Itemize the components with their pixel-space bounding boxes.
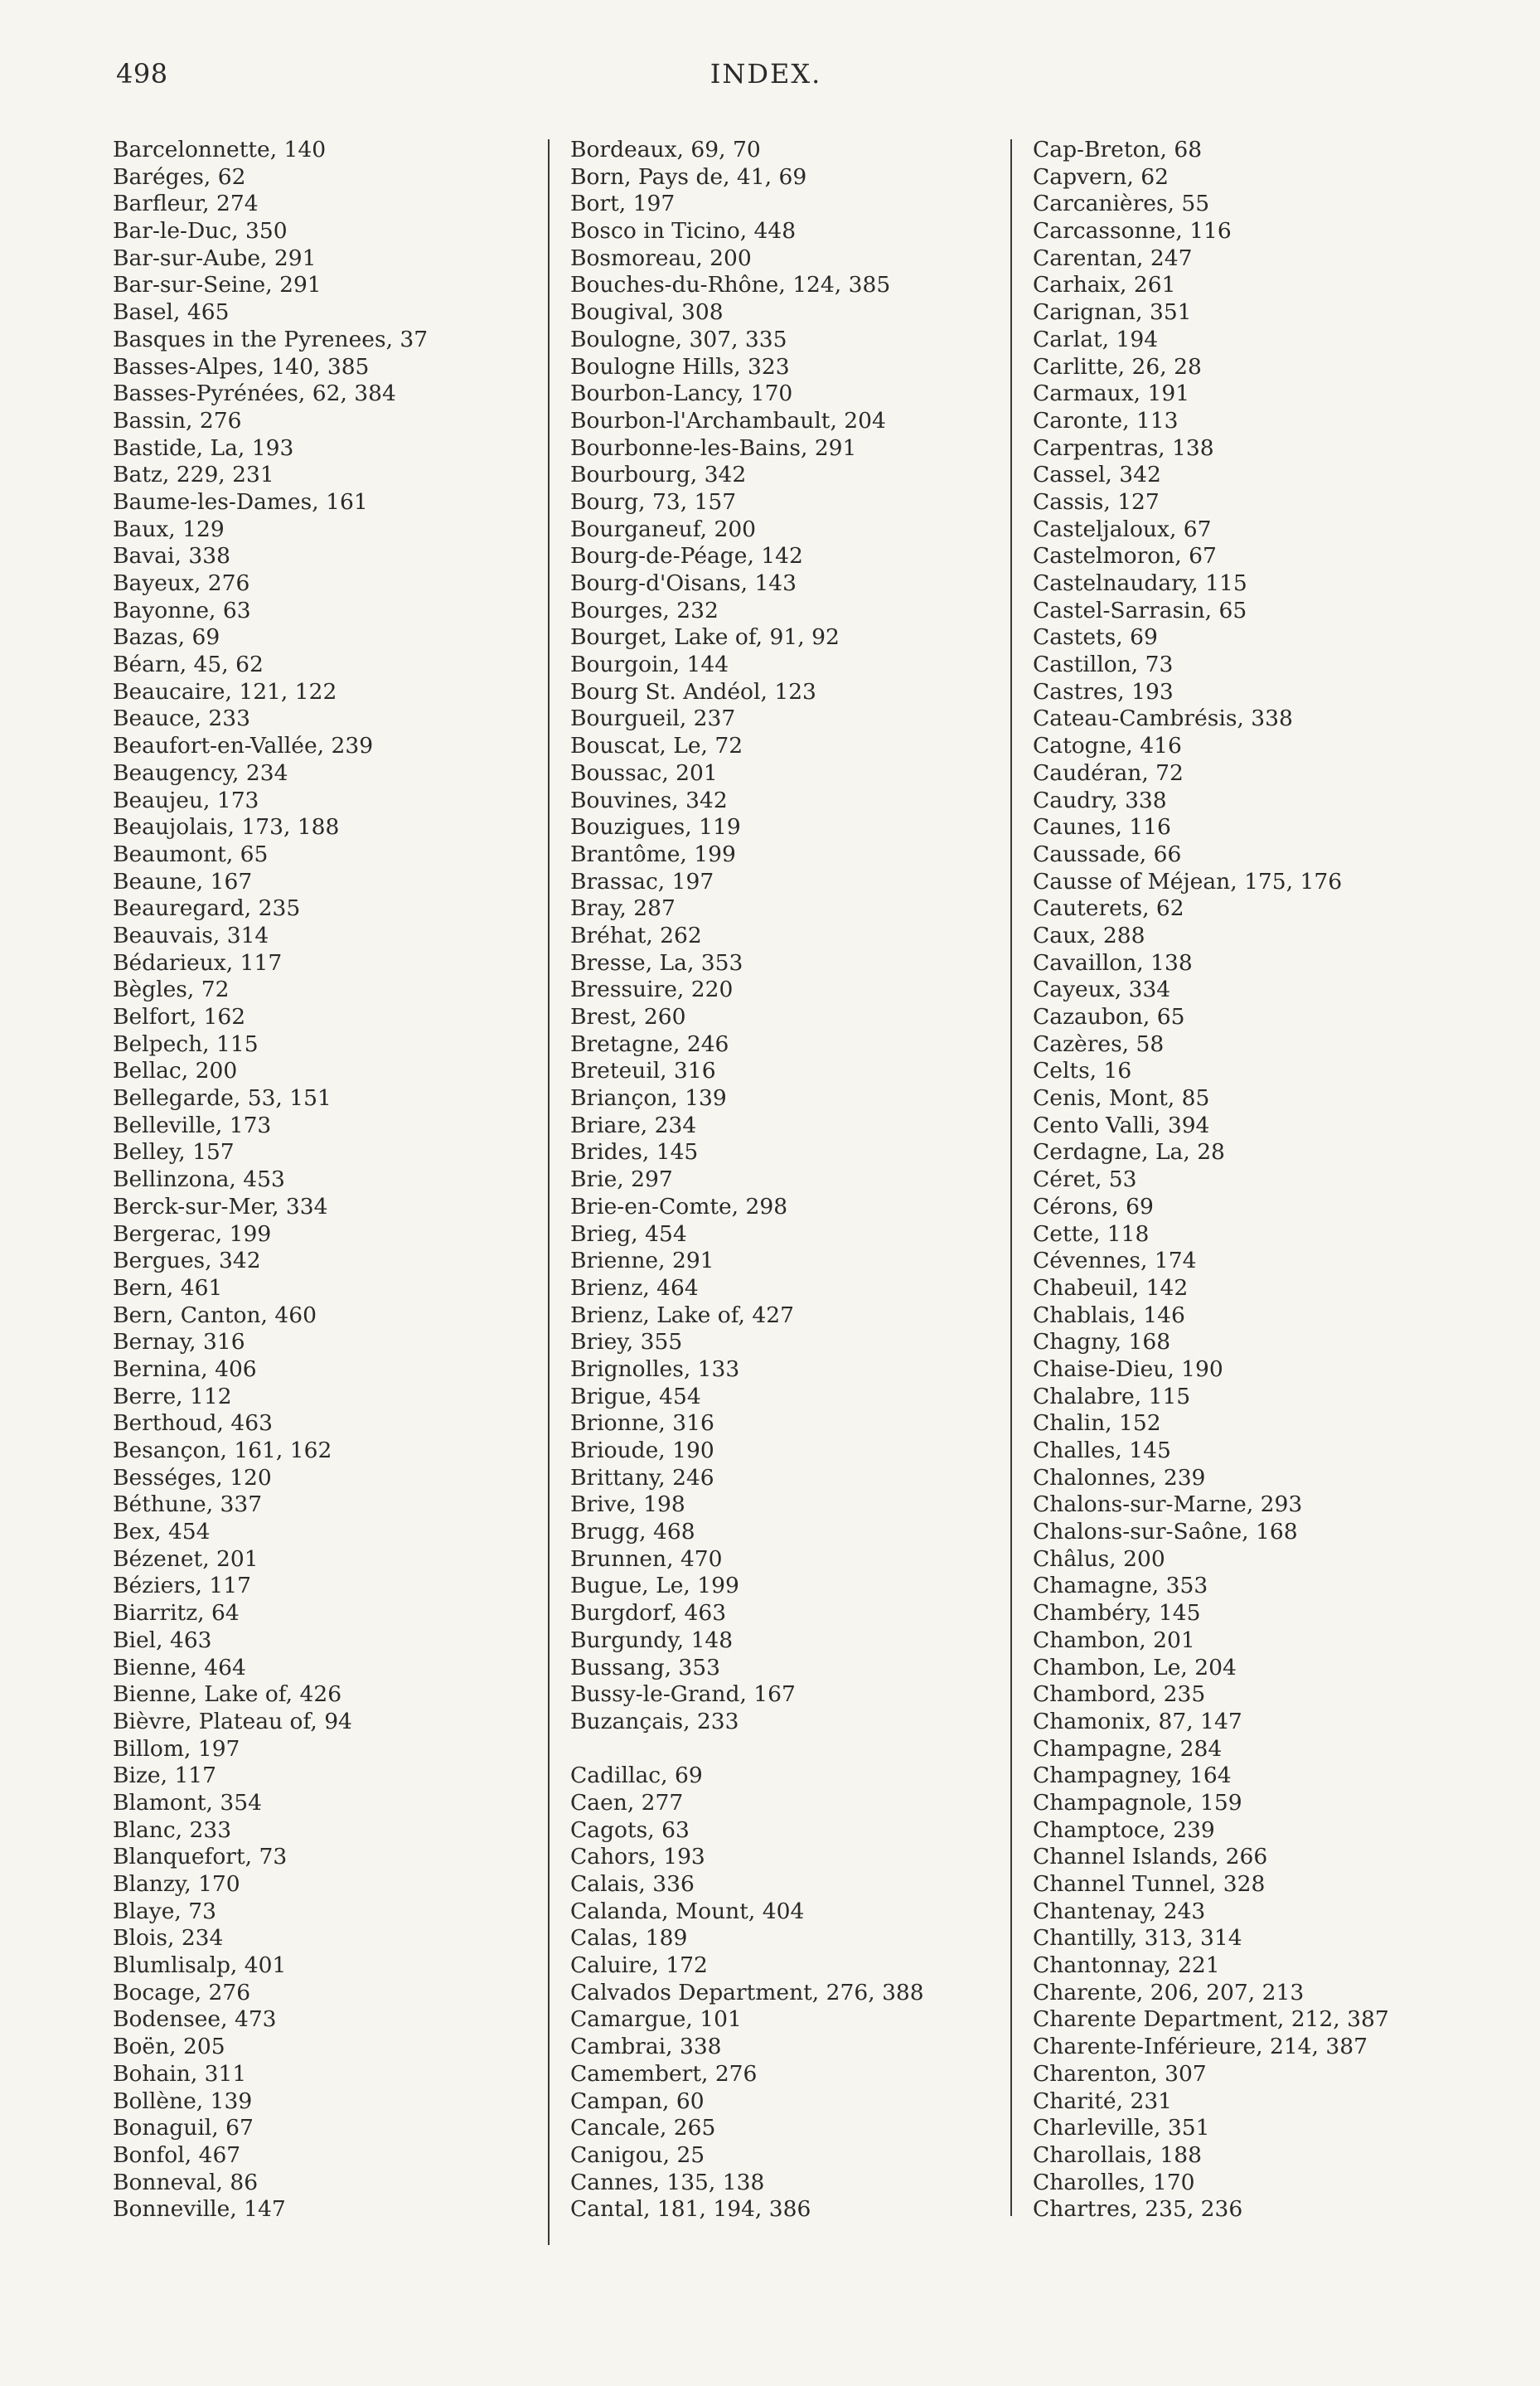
index-entry: Bergues, 342 bbox=[113, 1248, 261, 1274]
index-entry: Bellac, 200 bbox=[113, 1058, 238, 1084]
index-entry: Boulogne Hills, 323 bbox=[570, 353, 790, 380]
index-entry: Burgundy, 148 bbox=[570, 1627, 734, 1653]
index-entry: Berthoud, 463 bbox=[113, 1410, 273, 1437]
index-entry: Charenton, 307 bbox=[1033, 2060, 1207, 2087]
index-entry: Bussang, 353 bbox=[570, 1654, 720, 1680]
index-entry: Chambord, 235 bbox=[1033, 1681, 1206, 1708]
index-entry: Castel-Sarrasin, 65 bbox=[1033, 597, 1247, 623]
index-entry: Bavai, 338 bbox=[113, 543, 230, 570]
index-entry: Castets, 69 bbox=[1033, 624, 1158, 651]
index-entry: Bayonne, 63 bbox=[113, 597, 251, 623]
index-entry: Châlus, 200 bbox=[1033, 1545, 1165, 1572]
index-entry: Chantonnay, 221 bbox=[1033, 1952, 1220, 1979]
index-entry: Barfleur, 274 bbox=[113, 191, 259, 217]
index-entry: Channel Islands, 266 bbox=[1033, 1844, 1268, 1870]
index-entry: Charité, 231 bbox=[1033, 2088, 1173, 2114]
index-entry: Bazas, 69 bbox=[113, 624, 220, 651]
index-entry: Bergerac, 199 bbox=[113, 1220, 272, 1247]
index-entry: Chagny, 168 bbox=[1033, 1329, 1171, 1355]
index-entry: Bassin, 276 bbox=[113, 407, 242, 434]
index-entry: Chaise-Dieu, 190 bbox=[1033, 1355, 1223, 1382]
index-entry: Brides, 145 bbox=[570, 1139, 699, 1166]
index-entry: Brigue, 454 bbox=[570, 1383, 701, 1409]
index-entry: Boussac, 201 bbox=[570, 759, 718, 786]
index-entry: Bodensee, 473 bbox=[113, 2006, 277, 2033]
index-entry: Cavaillon, 138 bbox=[1033, 949, 1193, 976]
index-entry: Canigou, 25 bbox=[570, 2141, 705, 2168]
index-entry: Caronte, 113 bbox=[1033, 407, 1179, 434]
index-entry: Caluire, 172 bbox=[570, 1952, 708, 1979]
index-entry: Charente-Inférieure, 214, 387 bbox=[1033, 2034, 1368, 2060]
index-entry: Bar-sur-Aube, 291 bbox=[113, 245, 317, 271]
index-entry: Charollais, 188 bbox=[1033, 2141, 1203, 2168]
index-entry: Charente, 206, 207, 213 bbox=[1033, 1979, 1305, 2005]
index-entry: Beaufort-en-Vallée, 239 bbox=[113, 733, 374, 759]
index-entry: Barcelonnette, 140 bbox=[113, 137, 327, 162]
index-entry: Blaye, 73 bbox=[113, 1898, 216, 1924]
index-entry: Biarritz, 64 bbox=[113, 1600, 240, 1627]
index-entry: Basses-Alpes, 140, 385 bbox=[113, 353, 370, 380]
index-entry: Brive, 198 bbox=[570, 1491, 685, 1518]
index-entry: Chambon, 201 bbox=[1033, 1627, 1195, 1653]
index-entry: Bourg-d'Oisans, 143 bbox=[570, 570, 797, 596]
index-entry: Castelnaudary, 115 bbox=[1033, 570, 1247, 596]
section-gap bbox=[570, 1736, 1010, 1763]
index-entry: Brunnen, 470 bbox=[570, 1545, 723, 1572]
index-entry: Chalons-sur-Saône, 168 bbox=[1033, 1519, 1298, 1545]
index-entry: Champagney, 164 bbox=[1033, 1763, 1232, 1789]
index-entry: Charleville, 351 bbox=[1033, 2115, 1210, 2141]
index-entry: Calais, 336 bbox=[570, 1871, 695, 1897]
index-entry: Castelmoron, 67 bbox=[1033, 543, 1217, 570]
index-entry: Bédarieux, 117 bbox=[113, 949, 283, 976]
index-entry: Champagne, 284 bbox=[1033, 1735, 1223, 1762]
index-entry: Bouvines, 342 bbox=[570, 787, 728, 813]
index-entry: Bugue, Le, 199 bbox=[570, 1573, 739, 1599]
index-entry: Castillon, 73 bbox=[1033, 652, 1174, 678]
index-entry: Bussy-le-Grand, 167 bbox=[570, 1681, 796, 1708]
index-entry: Cento Valli, 394 bbox=[1033, 1112, 1210, 1138]
index-entry: Carhaix, 261 bbox=[1033, 272, 1176, 298]
index-entry: Blanzy, 170 bbox=[113, 1871, 240, 1897]
index-entry: Cap-Breton, 68 bbox=[1033, 137, 1203, 162]
index-entry: Bort, 197 bbox=[570, 191, 676, 217]
index-column-2 bbox=[570, 137, 1010, 2224]
index-entry: Brie, 297 bbox=[570, 1166, 673, 1193]
index-entry: Capvern, 62 bbox=[1033, 163, 1169, 190]
index-entry: Cadillac, 69 bbox=[570, 1763, 703, 1789]
index-entry: Chambon, Le, 204 bbox=[1033, 1654, 1237, 1680]
index-entry: Bouches-du-Rhône, 124, 385 bbox=[570, 272, 891, 298]
index-entry: Bex, 454 bbox=[113, 1519, 211, 1545]
index-entry: Catogne, 416 bbox=[1033, 733, 1182, 759]
index-entry: Cayeux, 334 bbox=[1033, 977, 1171, 1003]
index-entry: Bienne, Lake of, 426 bbox=[113, 1681, 342, 1708]
index-entry: Bougival, 308 bbox=[570, 299, 724, 326]
index-entry: Belleville, 173 bbox=[113, 1112, 272, 1138]
index-entry: Cette, 118 bbox=[1033, 1220, 1150, 1247]
index-entry: Briançon, 139 bbox=[570, 1085, 727, 1112]
index-entry: Bièvre, Plateau of, 94 bbox=[113, 1708, 352, 1734]
index-entry: Casteljaloux, 67 bbox=[1033, 516, 1212, 542]
index-entry: Chablais, 146 bbox=[1033, 1302, 1185, 1328]
index-entry: Brassac, 197 bbox=[570, 868, 714, 895]
index-entry: Camargue, 101 bbox=[570, 2006, 742, 2033]
index-entry: Beauregard, 235 bbox=[113, 895, 301, 922]
index-entry: Basses-Pyrénées, 62, 384 bbox=[113, 381, 396, 407]
index-entry: Channel Tunnel, 328 bbox=[1033, 1871, 1266, 1897]
index-entry: Cazaubon, 65 bbox=[1033, 1004, 1185, 1030]
index-entry: Champagnole, 159 bbox=[1033, 1789, 1242, 1816]
index-entry: Carlitte, 26, 28 bbox=[1033, 353, 1202, 380]
index-entry: Beauce, 233 bbox=[113, 706, 250, 732]
index-entry: Chalin, 152 bbox=[1033, 1410, 1161, 1437]
index-entry: Breteuil, 316 bbox=[570, 1058, 716, 1084]
index-entry: Briey, 355 bbox=[570, 1329, 683, 1355]
index-entry: Bosco in Ticino, 448 bbox=[570, 218, 797, 245]
index-entry: Cazères, 58 bbox=[1033, 1031, 1165, 1057]
index-entry: Carlat, 194 bbox=[1033, 326, 1159, 352]
index-entry: Cateau-Cambrésis, 338 bbox=[1033, 706, 1293, 732]
index-entry: Chamagne, 353 bbox=[1033, 1573, 1208, 1599]
index-entry: Brantôme, 199 bbox=[570, 841, 736, 867]
index-entry: Blumlisalp, 401 bbox=[113, 1952, 287, 1979]
index-entry: Bienne, 464 bbox=[113, 1654, 246, 1680]
index-entry: Bar-le-Duc, 350 bbox=[113, 218, 288, 245]
index-entry: Bourg, 73, 157 bbox=[570, 488, 737, 515]
index-entry: Bosmoreau, 200 bbox=[570, 245, 752, 271]
index-entry: Bayeux, 276 bbox=[113, 570, 250, 596]
index-entry: Boën, 205 bbox=[113, 2034, 225, 2060]
index-entry: Caussade, 66 bbox=[1033, 841, 1182, 867]
index-entry: Chantilly, 313, 314 bbox=[1033, 1925, 1242, 1952]
index-entry: Cambrai, 338 bbox=[570, 2034, 722, 2060]
index-entry: Berck-sur-Mer, 334 bbox=[113, 1193, 328, 1220]
index-entry: Basel, 465 bbox=[113, 299, 230, 326]
index-entry: Bellinzona, 453 bbox=[113, 1166, 285, 1193]
index-entry: Bocage, 276 bbox=[113, 1979, 251, 2005]
index-entry: Béthune, 337 bbox=[113, 1491, 263, 1518]
index-entry: Cerdagne, La, 28 bbox=[1033, 1139, 1225, 1166]
index-entry: Bar-sur-Seine, 291 bbox=[113, 272, 322, 298]
index-entry: Charolles, 170 bbox=[1033, 2169, 1195, 2195]
index-entry: Cassis, 127 bbox=[1033, 488, 1160, 515]
index-entry: Bretagne, 246 bbox=[570, 1031, 729, 1057]
index-entry: Celts, 16 bbox=[1033, 1058, 1132, 1084]
index-entry: Burgdorf, 463 bbox=[570, 1600, 727, 1627]
index-entry: Chartres, 235, 236 bbox=[1033, 2196, 1243, 2223]
index-entry: Bourg-de-Péage, 142 bbox=[570, 543, 803, 570]
index-entry: Bourg St. Andéol, 123 bbox=[570, 678, 816, 705]
index-entry: Bourgoin, 144 bbox=[570, 652, 729, 678]
index-entry: Bréhat, 262 bbox=[570, 922, 702, 948]
index-entry: Chalonnes, 239 bbox=[1033, 1464, 1206, 1491]
index-entry: Berre, 112 bbox=[113, 1383, 232, 1409]
index-entry: Castres, 193 bbox=[1033, 678, 1174, 705]
index-entry: Bézenet, 201 bbox=[113, 1545, 259, 1572]
page-number: 498 bbox=[116, 58, 168, 90]
index-entry: Carentan, 247 bbox=[1033, 245, 1193, 271]
index-entry: Bonneval, 86 bbox=[113, 2169, 259, 2195]
index-entry: Bourgueil, 237 bbox=[570, 706, 736, 732]
index-entry: Carcassonne, 116 bbox=[1033, 218, 1232, 245]
index-entry: Cauterets, 62 bbox=[1033, 895, 1184, 922]
index-entry: Cérons, 69 bbox=[1033, 1193, 1154, 1220]
page-title: INDEX. bbox=[709, 58, 822, 90]
index-entry: Beaumont, 65 bbox=[113, 841, 269, 867]
index-entry: Camembert, 276 bbox=[570, 2060, 758, 2087]
index-entry: Campan, 60 bbox=[570, 2088, 705, 2114]
index-entry: Belley, 157 bbox=[113, 1139, 235, 1166]
index-entry: Born, Pays de, 41, 69 bbox=[570, 163, 807, 190]
index-column-3 bbox=[1033, 137, 1513, 2224]
index-entry: Calvados Department, 276, 388 bbox=[570, 1979, 924, 2005]
index-entry: Cannes, 135, 138 bbox=[570, 2169, 765, 2195]
index-entry: Bern, 461 bbox=[113, 1274, 223, 1301]
index-entry: Céret, 53 bbox=[1033, 1166, 1137, 1193]
index-entry: Beaujolais, 173, 188 bbox=[113, 814, 340, 841]
index-entry: Bourbon-l'Archambault, 204 bbox=[570, 407, 886, 434]
index-entry: Baux, 129 bbox=[113, 516, 225, 542]
index-entry: Bellegarde, 53, 151 bbox=[113, 1085, 332, 1112]
index-entry: Bourbon-Lancy, 170 bbox=[570, 381, 793, 407]
page-header bbox=[116, 50, 1416, 99]
index-entry: Bernina, 406 bbox=[113, 1355, 257, 1382]
index-entry: Challes, 145 bbox=[1033, 1438, 1171, 1463]
index-entry: Batz, 229, 231 bbox=[113, 462, 274, 488]
index-entry: Blanc, 233 bbox=[113, 1816, 232, 1843]
index-entry: Cassel, 342 bbox=[1033, 462, 1161, 488]
index-entry: Bourget, Lake of, 91, 92 bbox=[570, 624, 840, 651]
index-entry: Beaujeu, 173 bbox=[113, 787, 259, 813]
index-entry: Brioude, 190 bbox=[570, 1438, 714, 1463]
index-entry: Besançon, 161, 162 bbox=[113, 1438, 332, 1463]
index-entry: Cantal, 181, 194, 386 bbox=[570, 2196, 811, 2223]
index-entry: Calas, 189 bbox=[570, 1925, 688, 1952]
index-entry: Bollène, 139 bbox=[113, 2088, 253, 2114]
index-entry: Brienne, 291 bbox=[570, 1248, 714, 1274]
index-entry: Blamont, 354 bbox=[113, 1789, 262, 1816]
index-entry: Blanquefort, 73 bbox=[113, 1844, 288, 1870]
index-entry: Caux, 288 bbox=[1033, 922, 1145, 948]
index-entry: Basques in the Pyrenees, 37 bbox=[113, 326, 429, 352]
index-entry: Bouscat, Le, 72 bbox=[570, 733, 743, 759]
index-entry: Charente Department, 212, 387 bbox=[1033, 2006, 1389, 2033]
index-entry: Chamonix, 87, 147 bbox=[1033, 1708, 1242, 1734]
index-entry: Carmaux, 191 bbox=[1033, 381, 1190, 407]
index-entry: Carignan, 351 bbox=[1033, 299, 1192, 326]
index-entry: Caunes, 116 bbox=[1033, 814, 1171, 841]
index-entry: Cagots, 63 bbox=[570, 1816, 690, 1843]
index-entry: Brienz, 464 bbox=[570, 1274, 699, 1301]
index-entry: Chantenay, 243 bbox=[1033, 1898, 1206, 1924]
index-entry: Bourges, 232 bbox=[570, 597, 719, 623]
index-entry: Brieg, 454 bbox=[570, 1220, 687, 1247]
index-entry: Calanda, Mount, 404 bbox=[570, 1898, 805, 1924]
index-entry: Beaucaire, 121, 122 bbox=[113, 678, 337, 705]
index-entry: Carcanières, 55 bbox=[1033, 191, 1210, 217]
index-entry: Bességes, 120 bbox=[113, 1464, 272, 1491]
index-entry: Brie-en-Comte, 298 bbox=[570, 1193, 788, 1220]
index-entry: Beaune, 167 bbox=[113, 868, 253, 895]
index-entry: Brionne, 316 bbox=[570, 1410, 714, 1437]
index-entry: Bresse, La, 353 bbox=[570, 949, 743, 976]
index-entry: Brittany, 246 bbox=[570, 1464, 714, 1491]
index-entry: Chalons-sur-Marne, 293 bbox=[1033, 1491, 1303, 1518]
index-entry: Bray, 287 bbox=[570, 895, 676, 922]
index-entry: Cenis, Mont, 85 bbox=[1033, 1085, 1210, 1112]
index-entry: Chabeuil, 142 bbox=[1033, 1274, 1189, 1301]
index-entry: Bastide, La, 193 bbox=[113, 434, 294, 461]
index-entry: Bègles, 72 bbox=[113, 977, 230, 1003]
index-entry: Bourganeuf, 200 bbox=[570, 516, 757, 542]
index-entry: Boulogne, 307, 335 bbox=[570, 326, 787, 352]
index-entry: Billom, 197 bbox=[113, 1735, 240, 1762]
index-entry: Bohain, 311 bbox=[113, 2060, 247, 2087]
index-entry: Chambéry, 145 bbox=[1033, 1600, 1201, 1627]
index-entry: Briare, 234 bbox=[570, 1112, 697, 1138]
index-entry: Cahors, 193 bbox=[570, 1844, 705, 1870]
column-divider-2 bbox=[1010, 139, 1012, 2216]
index-entry: Champtoce, 239 bbox=[1033, 1816, 1215, 1843]
index-entry: Bressuire, 220 bbox=[570, 977, 734, 1003]
index-entry: Brugg, 468 bbox=[570, 1519, 695, 1545]
index-entry: Bonaguil, 67 bbox=[113, 2115, 254, 2141]
index-entry: Belpech, 115 bbox=[113, 1031, 259, 1057]
index-entry: Cancale, 265 bbox=[570, 2115, 716, 2141]
index-entry: Beaugency, 234 bbox=[113, 759, 288, 786]
index-entry: Cévennes, 174 bbox=[1033, 1248, 1197, 1274]
index-entry: Bonneville, 147 bbox=[113, 2196, 286, 2223]
index-entry: Blois, 234 bbox=[113, 1925, 224, 1952]
index-entry: Brest, 260 bbox=[570, 1004, 686, 1030]
index-entry: Bouzigues, 119 bbox=[570, 814, 741, 841]
index-entry: Bourbourg, 342 bbox=[570, 462, 747, 488]
index-entry: Béarn, 45, 62 bbox=[113, 652, 264, 678]
column-divider-1 bbox=[548, 139, 550, 2245]
index-column-1 bbox=[113, 137, 544, 2224]
index-entry: Causse of Méjean, 175, 176 bbox=[1033, 868, 1343, 895]
index-entry: Bern, Canton, 460 bbox=[113, 1302, 317, 1328]
index-entry: Brienz, Lake of, 427 bbox=[570, 1302, 794, 1328]
index-entry: Bize, 117 bbox=[113, 1763, 217, 1789]
index-entry: Buzançais, 233 bbox=[570, 1708, 739, 1734]
index-entry: Caen, 277 bbox=[570, 1789, 684, 1816]
index-entry: Baréges, 62 bbox=[113, 163, 246, 190]
index-entry: Chalabre, 115 bbox=[1033, 1383, 1191, 1409]
index-entry: Carpentras, 138 bbox=[1033, 434, 1214, 461]
index-entry: Beauvais, 314 bbox=[113, 922, 269, 948]
index-entry: Biel, 463 bbox=[113, 1627, 212, 1653]
index-entry: Bordeaux, 69, 70 bbox=[570, 137, 761, 162]
index-entry: Bourbonne-les-Bains, 291 bbox=[570, 434, 857, 461]
index-entry: Belfort, 162 bbox=[113, 1004, 246, 1030]
index-entry: Baume-les-Dames, 161 bbox=[113, 488, 368, 515]
index-entry: Brignolles, 133 bbox=[570, 1355, 740, 1382]
index-entry: Caudry, 338 bbox=[1033, 787, 1167, 813]
index-entry: Bonfol, 467 bbox=[113, 2141, 241, 2168]
index-entry: Caudéran, 72 bbox=[1033, 759, 1184, 786]
index-entry: Béziers, 117 bbox=[113, 1573, 251, 1599]
index-entry: Bernay, 316 bbox=[113, 1329, 245, 1355]
